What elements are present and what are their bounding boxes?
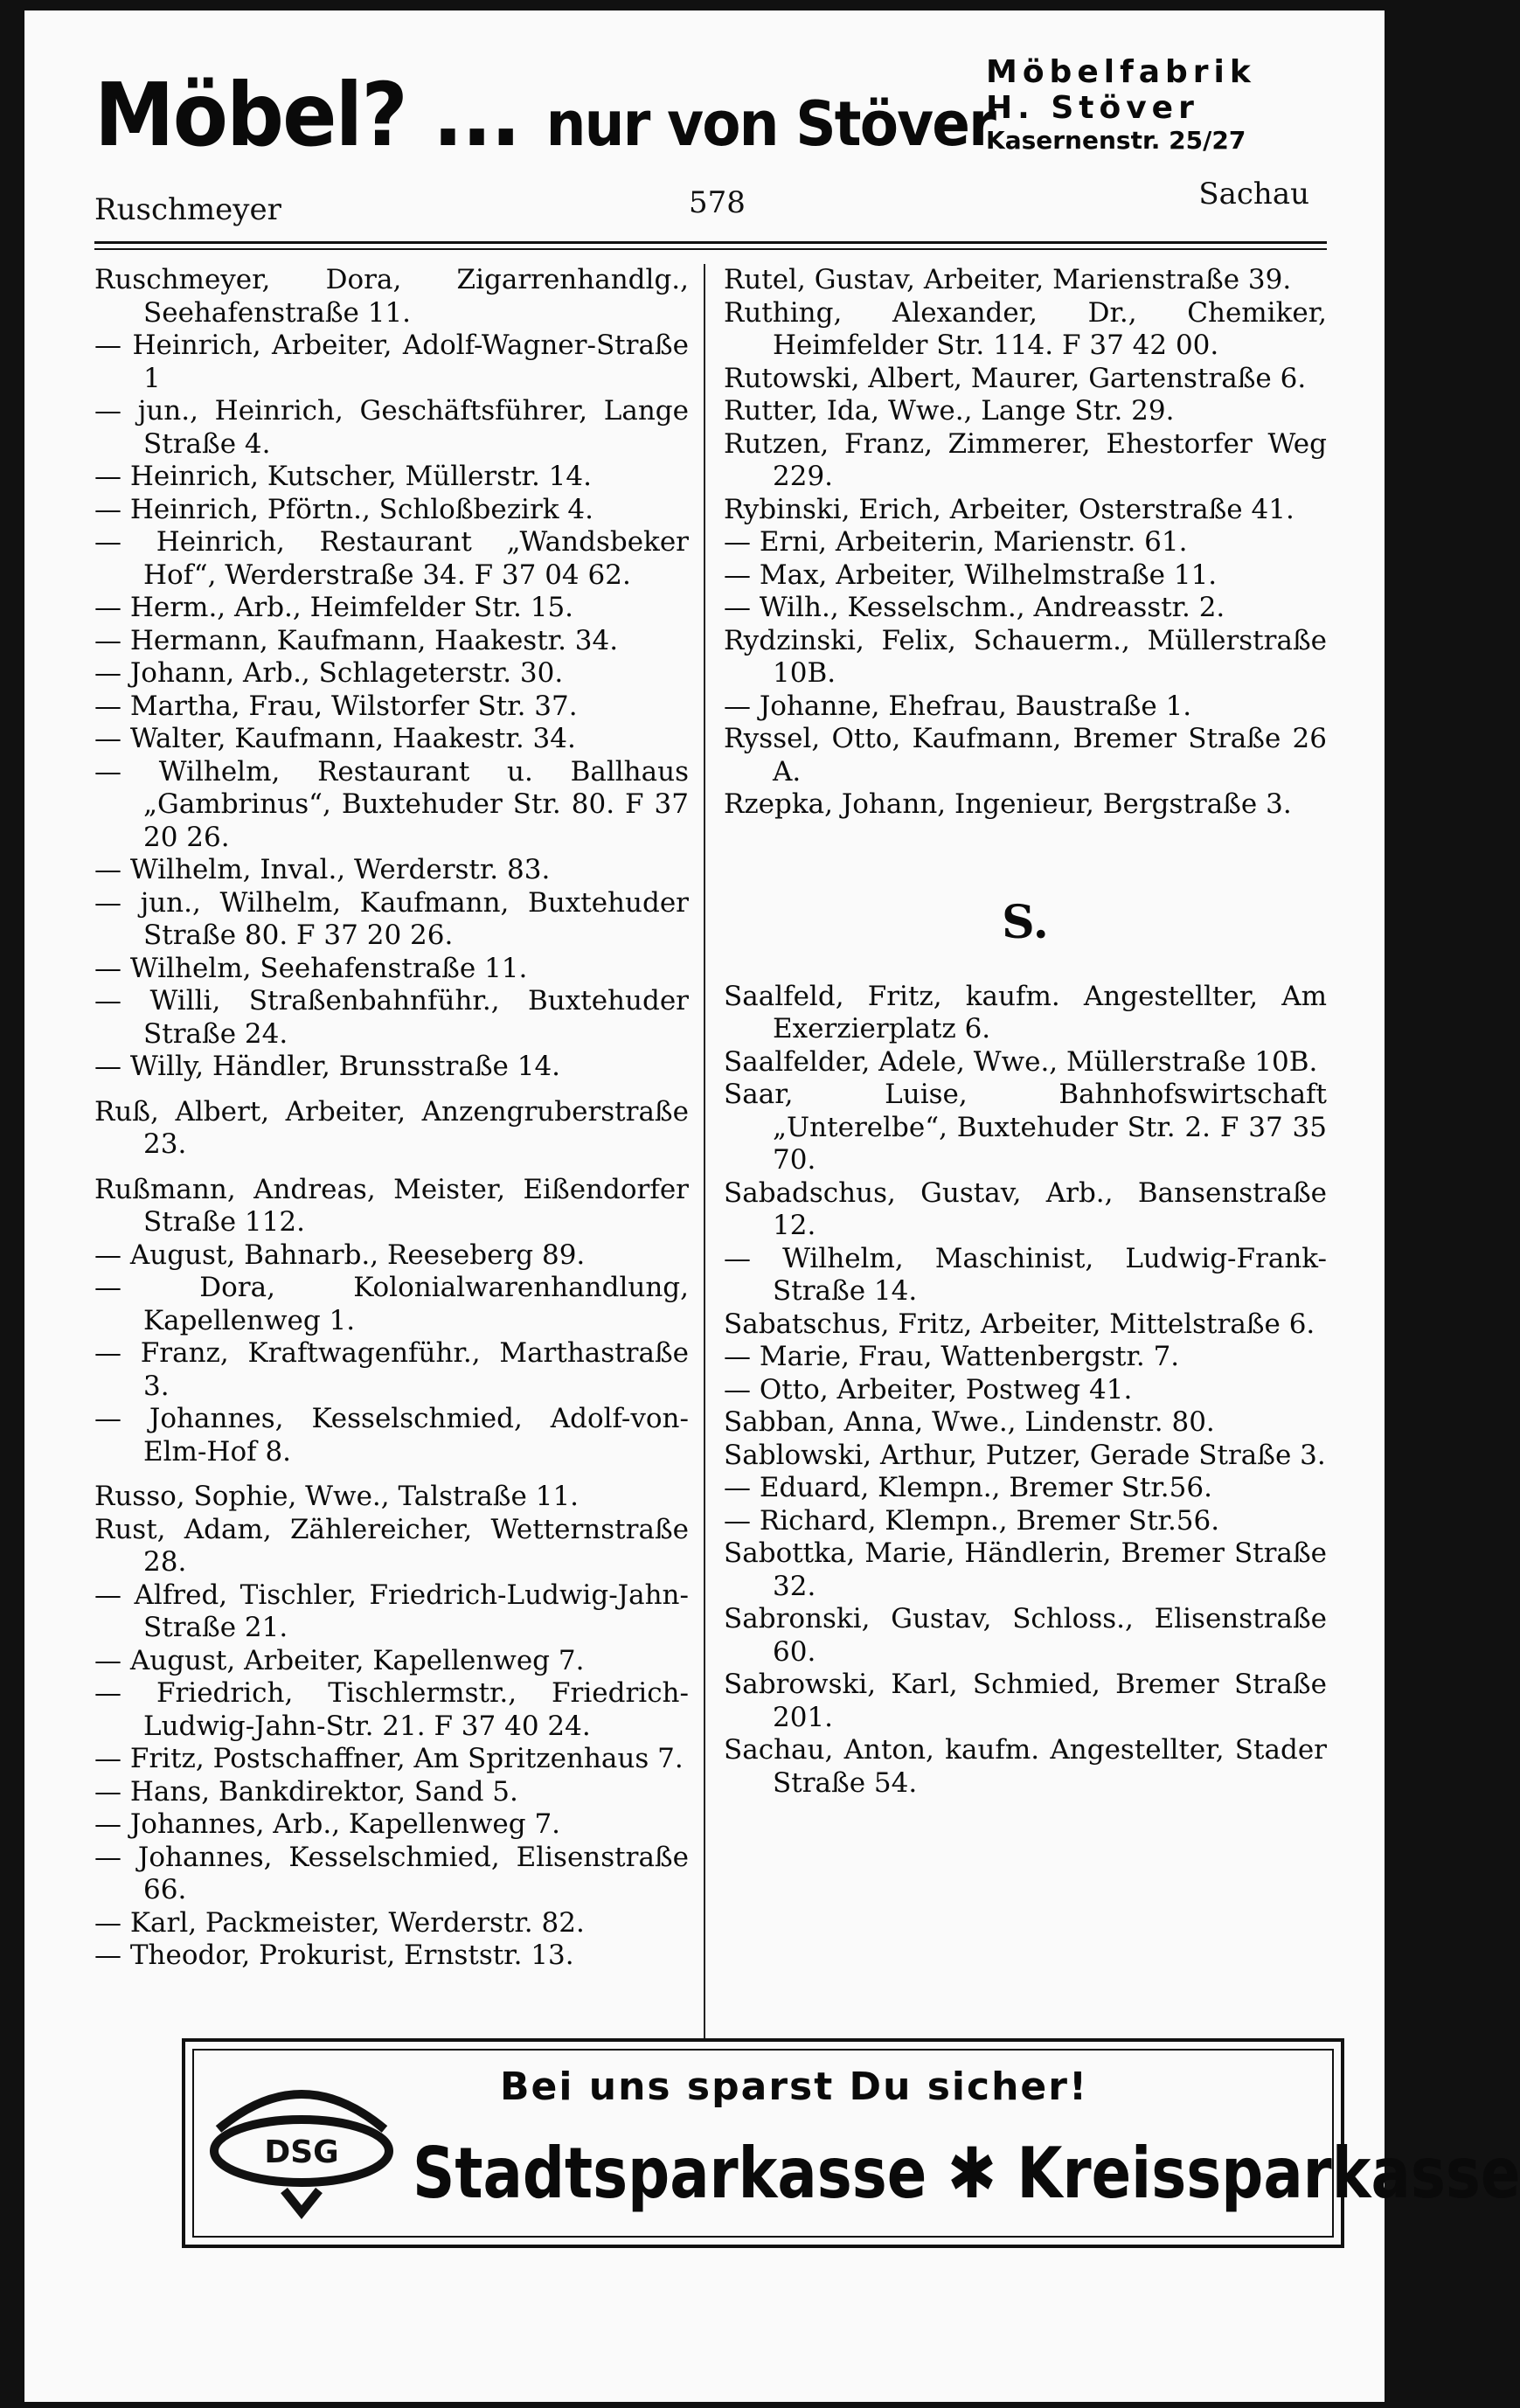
- directory-entry: Rutzen, Franz, Zimmerer, Ehestorfer Weg 229.: [724, 427, 1327, 492]
- directory-entry: — Heinrich, Arbeiter, Adolf-Wagner-Straße 1: [94, 330, 689, 394]
- directory-entry: Sabrowski, Karl, Schmied, Bremer Straße 201.: [724, 1669, 1327, 1733]
- directory-entry: — Johannes, Kesselschmied, Elisenstraße 66.: [94, 1841, 689, 1905]
- directory-entry: — Willi, Straßenbahnführ., Buxtehuder Straße 24.: [94, 985, 689, 1050]
- ad-slogan: Bei uns sparst Du sicher!: [500, 2064, 1089, 2109]
- directory-entry: — Wilhelm, Restaurant u. Ballhaus „Gambrinus“, Buxtehuder Str. 80. F 37 20 26.: [94, 755, 689, 853]
- directory-entry: Rybinski, Erich, Arbeiter, Osterstraße 41.: [724, 493, 1294, 525]
- directory-entry: — Franz, Kraftwagenführ., Marthastraße 3.: [94, 1337, 689, 1402]
- directory-entry: — Hermann, Kaufmann, Haakestr. 34.: [94, 624, 619, 656]
- directory-entry: Saalfelder, Adele, Wwe., Müllerstraße 10B.: [724, 1045, 1318, 1078]
- directory-entry: Rydzinski, Felix, Schauerm., Müllerstraße 10B.: [724, 624, 1327, 689]
- directory-entry: Rust, Adam, Zählereicher, Wetternstraße 28.: [94, 1513, 689, 1578]
- directory-entry: — Herm., Arb., Heimfelder Str. 15.: [94, 592, 574, 623]
- directory-entry: Rutter, Ida, Wwe., Lange Str. 29.: [724, 395, 1175, 427]
- directory-entry: — jun., Wilhelm, Kaufmann, Buxtehuder Straße 80. F 37 20 26.: [94, 886, 689, 951]
- directory-entry: Saar, Luise, Bahnhofswirtschaft „Unterelbe“, Buxtehuder Str. 2. F 37 35 70.: [724, 1079, 1327, 1176]
- directory-entry: — Marie, Frau, Wattenbergstr. 7.: [724, 1341, 1180, 1372]
- directory-entry: Ryssel, Otto, Kaufmann, Bremer Straße 26 A.: [724, 723, 1327, 788]
- directory-entry: — jun., Heinrich, Geschäftsführer, Lange Straße 4.: [94, 395, 689, 460]
- right-column: [724, 264, 1327, 1800]
- directory-entry: Ruschmeyer, Dora, Zigarrenhandlg., Seehafenstraße 11.: [94, 264, 689, 329]
- ad-firm-address: Kasernenstr. 25/27: [986, 126, 1246, 155]
- directory-entry: Saalfeld, Fritz, kaufm. Angestellter, Am Exerzierplatz 6.: [724, 980, 1327, 1044]
- directory-entry: — Otto, Arbeiter, Postweg 41.: [724, 1373, 1133, 1405]
- ad-bank-names: Stadtsparkasse ✱ Kreissparkasse: [413, 2133, 1520, 2214]
- bottom-advertisement: [182, 2038, 1520, 2248]
- directory-entry: — Wilh., Kesselschm., Andreasstr. 2.: [724, 592, 1225, 623]
- directory-entry: — August, Arbeiter, Kapellenweg 7.: [94, 1644, 585, 1676]
- logo-text: DSG: [264, 2134, 339, 2170]
- page-number: 578: [689, 185, 746, 220]
- directory-entry: Sabadschus, Gustav, Arb., Bansenstraße 12.: [724, 1176, 1327, 1241]
- directory-page: [24, 10, 1520, 2402]
- directory-entry: — Friedrich, Tischlermstr., Friedrich-Ludwig-Jahn-Str. 21. F 37 40 24.: [94, 1677, 689, 1742]
- directory-entry: — Fritz, Postschaffner, Am Spritzenhaus 7.: [94, 1743, 684, 1774]
- directory-entry: — Johannes, Arb., Kapellenweg 7.: [94, 1808, 561, 1840]
- directory-entry: Rutel, Gustav, Arbeiter, Marienstraße 39.: [724, 264, 1292, 295]
- directory-entry: — Wilhelm, Maschinist, Ludwig-Frank-Straße 14.: [724, 1242, 1327, 1307]
- directory-entry: Sachau, Anton, kaufm. Angestellter, Stader Straße 54.: [724, 1734, 1327, 1799]
- ad-firm-block: [986, 54, 1266, 155]
- ad-headline: [94, 64, 996, 166]
- directory-entry: — Johannes, Kesselschmied, Adolf-von-Elm-Hof 8.: [94, 1403, 689, 1468]
- right-column-entries-r: [724, 264, 1327, 822]
- section-letter: S.: [1002, 895, 1049, 949]
- directory-entry: Sabottka, Marie, Händlerin, Bremer Straße 32.: [724, 1537, 1327, 1602]
- running-head-left: Ruschmeyer: [94, 192, 281, 227]
- directory-entry: — Max, Arbeiter, Wilhelmstraße 11.: [724, 559, 1218, 591]
- column-divider: [704, 264, 705, 2038]
- right-column-entries-s: [724, 981, 1327, 1801]
- directory-entry: — Wilhelm, Inval., Werderstr. 83.: [94, 854, 551, 885]
- directory-entry: — Karl, Packmeister, Werderstr. 82.: [94, 1906, 585, 1939]
- directory-entry: — Richard, Klempn., Bremer Str.56.: [724, 1504, 1220, 1537]
- directory-entry: — Johann, Arb., Schlageterstr. 30.: [94, 657, 564, 689]
- directory-entry: Sablowski, Arthur, Putzer, Gerade Straße 3.: [724, 1439, 1326, 1471]
- directory-entry: — Erni, Arbeiterin, Marienstr. 61.: [724, 526, 1188, 558]
- directory-entry: — Johanne, Ehefrau, Baustraße 1.: [724, 690, 1192, 722]
- directory-entry: — August, Bahnarb., Reeseberg 89.: [94, 1239, 586, 1271]
- header-rule-thin: [94, 248, 1327, 250]
- directory-entry: — Walter, Kaufmann, Haakestr. 34.: [94, 723, 576, 754]
- directory-entry: Russo, Sophie, Wwe., Talstraße 11.: [94, 1481, 580, 1512]
- directory-entry: Rutowski, Albert, Maurer, Gartenstraße 6.: [724, 362, 1307, 394]
- directory-entry: — Heinrich, Kutscher, Müllerstr. 14.: [94, 461, 592, 492]
- directory-entry: — Dora, Kolonialwarenhandlung, Kapellenweg 1.: [94, 1272, 689, 1336]
- directory-entry: — Heinrich, Restaurant „Wandsbeker Hof“, Werderstraße 34. F 37 04 62.: [94, 526, 689, 591]
- directory-entry: — Hans, Bankdirektor, Sand 5.: [94, 1775, 518, 1808]
- directory-entry: — Alfred, Tischler, Friedrich-Ludwig-Jahn-Straße 21.: [94, 1579, 689, 1643]
- directory-entry: — Martha, Frau, Wilstorfer Str. 37.: [94, 690, 578, 722]
- directory-entry: Ruß, Albert, Arbeiter, Anzengruberstraße 23.: [94, 1095, 689, 1160]
- directory-entry: Rußmann, Andreas, Meister, Eißendorfer Straße 112.: [94, 1173, 689, 1238]
- directory-entry: Sabatschus, Fritz, Arbeiter, Mittelstraße 6.: [724, 1308, 1315, 1340]
- header-rule: [94, 241, 1327, 244]
- directory-entry: — Willy, Händler, Brunsstraße 14.: [94, 1051, 561, 1082]
- ad-headline-rest: nur von Stöver: [545, 88, 996, 160]
- directory-entry: Ruthing, Alexander, Dr., Chemiker, Heimfelder Str. 114. F 37 42 00.: [724, 296, 1327, 361]
- ad-firm-type: Möbelfabrik: [986, 54, 1256, 90]
- directory-entry: — Wilhelm, Seehafenstraße 11.: [94, 952, 528, 984]
- left-column: [94, 264, 689, 1973]
- ad-firm-name: H. Stöver: [986, 90, 1199, 126]
- running-head: [94, 177, 1318, 229]
- directory-entry: Sabban, Anna, Wwe., Lindenstr. 80.: [724, 1406, 1215, 1438]
- running-head-right: Sachau: [1198, 177, 1309, 212]
- ad-headline-main: Möbel? ...: [94, 64, 520, 166]
- sparkasse-logo: [201, 2068, 402, 2234]
- directory-entry: — Theodor, Prokurist, Ernststr. 13.: [94, 1940, 574, 1971]
- directory-entry: Rzepka, Johann, Ingenieur, Bergstraße 3.: [724, 788, 1292, 820]
- directory-entry: Sabronski, Gustav, Schloss., Elisenstraße 60.: [724, 1603, 1327, 1668]
- directory-entry: — Heinrich, Pförtn., Schloßbezirk 4.: [94, 493, 594, 525]
- directory-entry: — Eduard, Klempn., Bremer Str.56.: [724, 1472, 1212, 1503]
